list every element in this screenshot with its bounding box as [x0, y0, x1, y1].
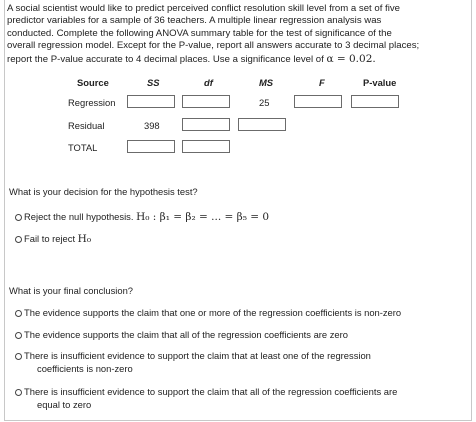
- header-pvalue: P-value: [363, 77, 397, 88]
- option-label: There is insufficient evidence to support the claim that all of the regression coefficients are: [24, 386, 398, 397]
- regression-f-input[interactable]: [294, 95, 342, 108]
- option-label-cont: equal to zero: [37, 398, 92, 410]
- conclusion-option-2[interactable]: [15, 329, 348, 341]
- header-f: F: [319, 77, 325, 88]
- null-hypothesis-math: H₀ : β₁ = β₂ = ... = β₅ = 0: [136, 211, 270, 223]
- conclusion-question: What is your final conclusion?: [9, 285, 134, 296]
- option-label: Reject the null hypothesis.: [24, 211, 134, 222]
- intro-line: A social scientist would like to predict perceived conflict resolution skill level from a set of five: [7, 3, 400, 14]
- intro-line-text: report the P-value accurate to 4 decimal places. Use a significance level of: [7, 53, 324, 65]
- conclusion-option-3[interactable]: [15, 350, 371, 375]
- regression-ms-value: 25: [259, 97, 270, 108]
- option-label-cont: coefficients is non-zero: [37, 362, 133, 374]
- intro-line: conducted. Complete the following ANOVA summary table for the test of significance of the: [7, 27, 392, 39]
- radio-button[interactable]: [15, 389, 22, 396]
- radio-button[interactable]: [15, 214, 22, 221]
- conclusion-option-4[interactable]: [15, 386, 397, 411]
- option-label: There is insufficient evidence to support the claim that at least one of the regression: [24, 350, 371, 361]
- intro-line: overall regression model. Except for the P-value, report all answers accurate to 3 decimal places;: [7, 40, 420, 52]
- problem-statement: [7, 3, 467, 66]
- header-ss: SS: [147, 77, 160, 88]
- regression-ss-input[interactable]: [127, 95, 175, 108]
- radio-button[interactable]: [15, 353, 22, 360]
- residual-ss-value: 398: [144, 120, 160, 131]
- decision-option-reject[interactable]: [15, 211, 269, 223]
- h0-math: H₀: [77, 233, 92, 245]
- alpha-value: α = 0.02.: [326, 52, 376, 65]
- row-label-regression: Regression: [68, 97, 116, 108]
- option-label: The evidence supports the claim that one or more of the regression coefficients is non-zero: [24, 307, 402, 318]
- residual-df-input[interactable]: [182, 118, 230, 131]
- option-label: The evidence supports the claim that all of the regression coefficients are zero: [24, 329, 348, 340]
- header-source: Source: [77, 77, 109, 88]
- decision-question: What is your decision for the hypothesis test?: [9, 186, 198, 197]
- residual-ms-input[interactable]: [238, 118, 286, 131]
- intro-line: predictor variables for a sample of 36 teachers. A multiple linear regression analysis was: [7, 15, 382, 27]
- total-df-input[interactable]: [182, 140, 230, 153]
- radio-button[interactable]: [15, 310, 22, 317]
- row-label-total: TOTAL: [68, 142, 98, 153]
- header-df: df: [204, 77, 213, 88]
- regression-df-input[interactable]: [182, 95, 230, 108]
- radio-button[interactable]: [15, 236, 22, 243]
- conclusion-option-1[interactable]: [15, 307, 401, 319]
- option-label: Fail to reject: [24, 233, 76, 244]
- decision-option-fail-to-reject[interactable]: [15, 233, 91, 245]
- header-ms: MS: [259, 77, 274, 88]
- intro-line: [7, 53, 467, 66]
- row-label-residual: Residual: [68, 120, 105, 131]
- radio-button[interactable]: [15, 332, 22, 339]
- regression-pvalue-input[interactable]: [351, 95, 399, 108]
- total-ss-input[interactable]: [127, 140, 175, 153]
